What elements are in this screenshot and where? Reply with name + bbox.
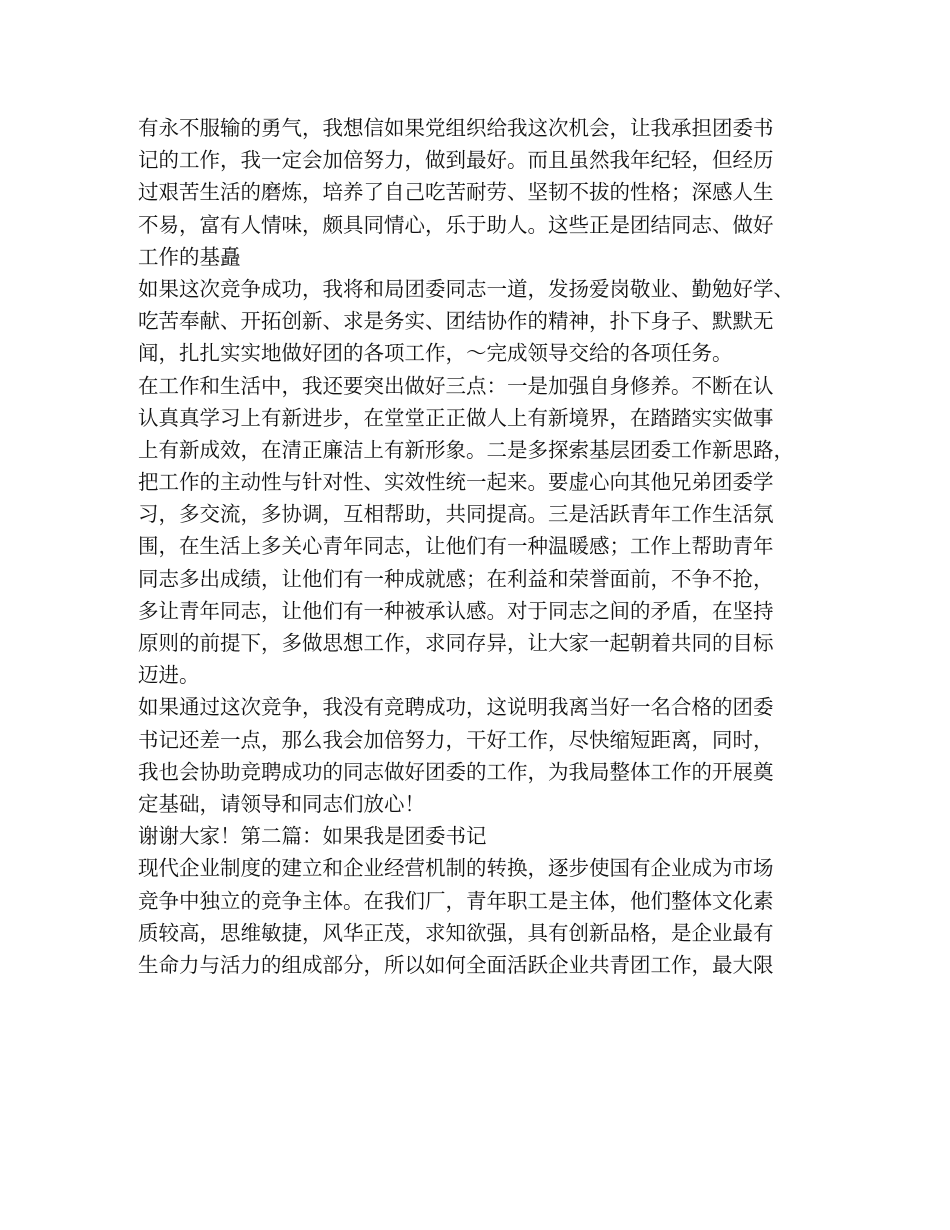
text-line: 迈进。 <box>138 663 200 688</box>
text-line: 过艰苦生活的磨炼，培养了自己吃苦耐劳、坚韧不拔的性格；深感人生 <box>138 180 774 205</box>
text-line: 闻，扎扎实实地做好团的各项工作，～完成领导交给的各项任务。 <box>138 341 733 366</box>
text-line: 书记还差一点，那么我会加倍努力，干好工作，尽快缩短距离，同时， <box>138 727 774 752</box>
text-line: 把工作的主动性与针对性、实效性统一起来。要虚心向其他兄弟团委学 <box>138 470 774 495</box>
text-line: 认真真学习上有新进步，在堂堂正正做人上有新境界，在踏踏实实做事 <box>138 405 774 430</box>
text-line: 多让青年同志，让他们有一种被承认感。对于同志之间的矛盾，在坚持 <box>138 598 774 623</box>
text-line: 质较高，思维敏捷，风华正茂，求知欲强，具有创新品格，是企业最有 <box>138 920 774 945</box>
text-line: 竞争中独立的竞争主体。在我们厂，青年职工是主体，他们整体文化素 <box>138 888 774 913</box>
text-line: 上有新成效，在清正廉洁上有新形象。二是多探索基层团委工作新思路， <box>138 437 794 462</box>
text-line: 生命力与活力的组成部分，所以如何全面活跃企业共青团工作，最大限 <box>138 952 774 977</box>
text-line: 围，在生活上多关心青年同志，让他们有一种温暖感；工作上帮助青年 <box>138 534 774 559</box>
text-line: 有永不服输的勇气，我想信如果党组织给我这次机会，让我承担团委书 <box>138 116 774 140</box>
text-line: 记的工作，我一定会加倍努力，做到最好。而且虽然我年纪轻，但经历 <box>138 148 774 173</box>
text-line: 不易，富有人情味，颇具同情心，乐于助人。这些正是团结同志、做好 <box>138 212 774 237</box>
text-line: 如果通过这次竞争，我没有竞聘成功，这说明我离当好一名合格的团委 <box>138 695 774 720</box>
text-line: 工作的基矗 <box>138 244 241 269</box>
text-line: 谢谢大家！第二篇：如果我是团委书记 <box>138 824 487 849</box>
text-line: 如果这次竞争成功，我将和局团委同志一道，发扬爱岗敬业、勤勉好学、 <box>138 276 794 301</box>
text-line: 原则的前提下，多做思想工作，求同存异，让大家一起朝着共同的目标 <box>138 631 774 655</box>
text-line: 定基础，请领导和同志们放心！ <box>138 791 425 816</box>
text-line: 同志多出成绩，让他们有一种成就感；在利益和荣誉面前，不争不抢， <box>138 566 774 591</box>
text-line: 在工作和生活中，我还要突出做好三点：一是加强自身修养。不断在认 <box>138 373 774 398</box>
text-line: 我也会协助竞聘成功的同志做好团委的工作，为我局整体工作的开展奠 <box>138 759 774 784</box>
text-line: 现代企业制度的建立和企业经营机制的转换，逐步使国有企业成为市场 <box>138 856 774 881</box>
text-line: 吃苦奉献、开拓创新、求是务实、团结协作的精神，扑下身子、默默无 <box>138 309 774 334</box>
body-text <box>138 112 838 981</box>
text-line: 习，多交流，多协调，互相帮助，共同提高。三是活跃青年工作生活氛 <box>138 502 774 527</box>
